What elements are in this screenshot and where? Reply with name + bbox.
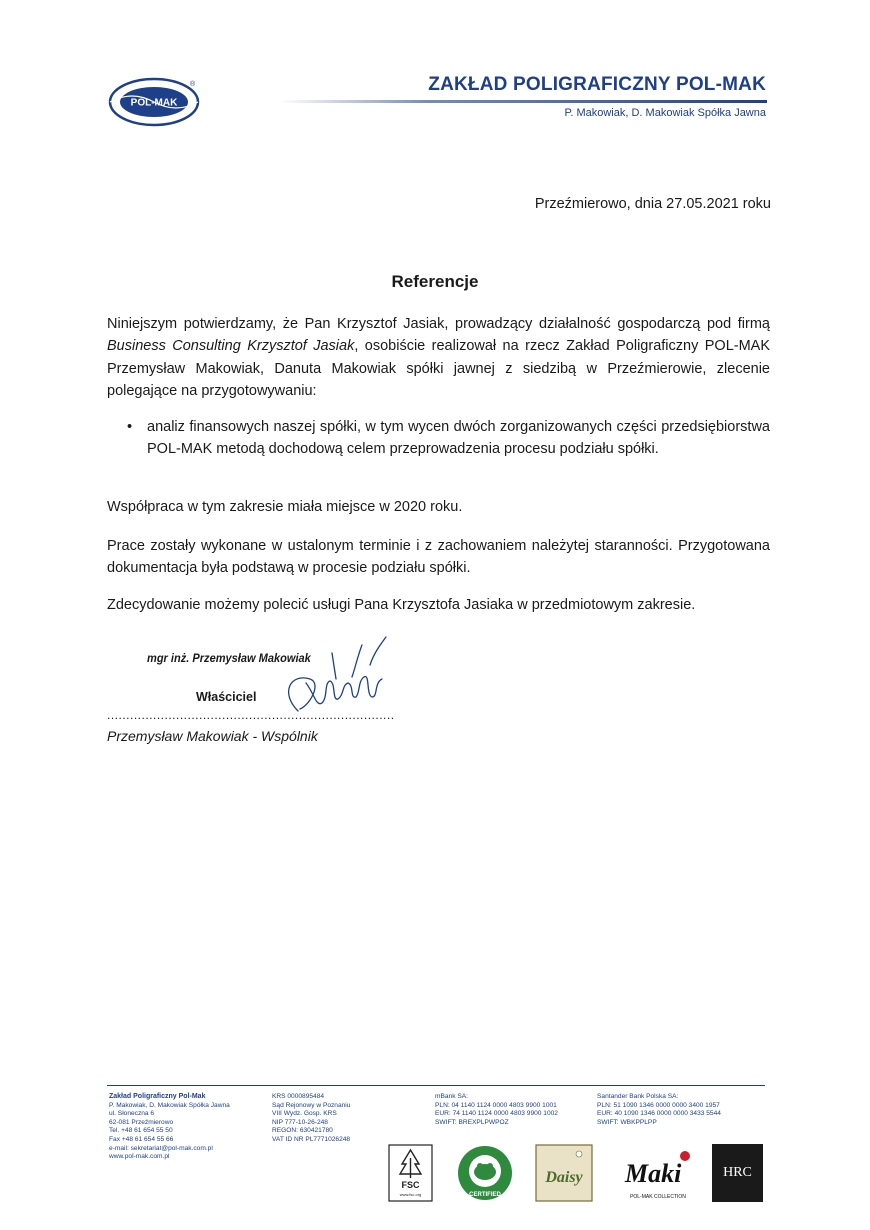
logo-text: POL-MAK xyxy=(130,97,178,109)
footer-line: SWIFT: WBKPPLPP xyxy=(597,1118,657,1126)
date-line: Przeźmierowo, dnia 27.05.2021 roku xyxy=(534,196,771,212)
footer-line: EUR: 74 1140 1124 0000 4803 9900 1002 xyxy=(435,1110,558,1118)
footer-line: Tel. +48 61 654 55 50 xyxy=(109,1127,173,1135)
footer-company-info xyxy=(109,1093,230,1162)
daisy-text: Daisy xyxy=(545,1169,583,1186)
footer-registry-info xyxy=(272,1093,350,1145)
company-subtitle: P. Makowiak, D. Makowiak Spółka Jawna xyxy=(564,107,766,119)
pol-mak-logo xyxy=(108,76,200,128)
company-name: ZAKŁAD POLIGRAFICZNY POL-MAK xyxy=(428,74,766,95)
footer-line: KRS 0000895484 xyxy=(272,1093,325,1100)
footer-santander-info xyxy=(597,1093,721,1127)
footer-line: NIP 777-10-26-248 xyxy=(272,1118,328,1126)
footer-line: Fax +48 61 654 55 66 xyxy=(109,1135,174,1143)
maki-subtext: POL-MAK COLLECTION xyxy=(630,1194,686,1200)
footer-line: SWIFT: BREXPLPWPOZ xyxy=(435,1118,509,1126)
footer-divider xyxy=(107,1085,765,1086)
footer-line: VIII Wydz. Gosp. KRS xyxy=(272,1110,337,1118)
footer-line: EUR: 40 1090 1346 0000 0000 3433 5544 xyxy=(597,1110,721,1118)
footer-line: ul. Słoneczna 6 xyxy=(109,1110,155,1118)
footer-line: PLN: 51 1090 1346 0000 0000 3400 1957 xyxy=(597,1101,720,1109)
recommendation-paragraph: Zdecydowanie możemy polecić usługi Pana Krzysztofa Jasiaka w przedmiotowym zakresie. xyxy=(107,597,696,613)
list-item: • analiz finansowych naszej spółki, w tym wycen dwóch zorganizowanych części przedsiębiorstwa POL-MAK metodą dochodową celem przeprowadzenia procesu podziału spółki. xyxy=(127,416,770,461)
fsc-url: www.fsc.org xyxy=(399,1192,422,1197)
fsc-logo xyxy=(388,1144,433,1202)
footer-line: mBank SA: xyxy=(435,1093,468,1100)
daisy-logo xyxy=(535,1144,593,1202)
stamp-role: Właściciel xyxy=(196,690,257,704)
letter-title: Referencje xyxy=(391,272,479,291)
intro-paragraph xyxy=(107,313,770,402)
fsc-text: FSC xyxy=(401,1180,420,1190)
rainforest-alliance-seal xyxy=(456,1144,514,1202)
maki-text: Maki xyxy=(625,1159,682,1188)
footer-website: www.pol-mak.com.pl xyxy=(109,1153,170,1161)
signer-name: Przemysław Makowiak - Wspólnik xyxy=(107,728,318,744)
scope-list xyxy=(127,416,770,461)
header-divider xyxy=(280,100,767,103)
footer-line: Sąd Rejonowy w Poznaniu xyxy=(272,1101,351,1109)
footer-line: P. Makowiak, D. Makowiak Spółka Jawna xyxy=(109,1101,230,1109)
footer-company-name: Zakład Poligraficzny Pol-Mak xyxy=(109,1093,206,1100)
rainforest-text: CERTIFIED xyxy=(469,1192,501,1198)
footer-line: Santander Bank Polska SA: xyxy=(597,1093,679,1100)
cooperation-paragraph: Współpraca w tym zakresie miała miejsce w 2020 roku. xyxy=(107,499,463,515)
footer-line: PLN: 04 1140 1124 0000 4803 9900 1001 xyxy=(435,1101,557,1109)
firm-name: Business Consulting Krzysztof Jasiak xyxy=(107,338,355,355)
stamp-name: mgr inż. Przemysław Makowiak xyxy=(147,651,311,665)
intro-text-1: Niniejszym potwierdzamy, że Pan Krzysztof Jasiak, prowadzący działalność gospodarczą pod firmą xyxy=(107,316,770,332)
footer-email: e-mail: sekretariat@pol-mak.com.pl xyxy=(109,1144,213,1152)
registered-mark: ® xyxy=(190,81,196,88)
footer-line: REGON: 630421780 xyxy=(272,1127,333,1135)
intro-text-2: , osobiście realizował na rzecz Zakład Poligraficzny POL-MAK Przemysław Makowiak, Danuta Makowiak spółki jawnej z siedzibą w Przeźmierowie, zlecenie polegające na przygotowywaniu: xyxy=(107,338,771,399)
footer-line: 62-081 Przeźmierowo xyxy=(109,1118,174,1126)
footer-mbank-info xyxy=(435,1093,558,1127)
hrc-logo: HRC xyxy=(712,1144,763,1202)
signature-line: ........................................................................... xyxy=(107,708,395,722)
footer-line: VAT ID NR PL7771026248 xyxy=(272,1135,351,1143)
maki-logo xyxy=(619,1144,697,1202)
quality-paragraph: Prace zostały wykonane w ustalonym terminie i z zachowaniem należytej staranności. Przygotowana dokumentacja była podstawą w procesie podziału spółki. xyxy=(107,538,770,577)
